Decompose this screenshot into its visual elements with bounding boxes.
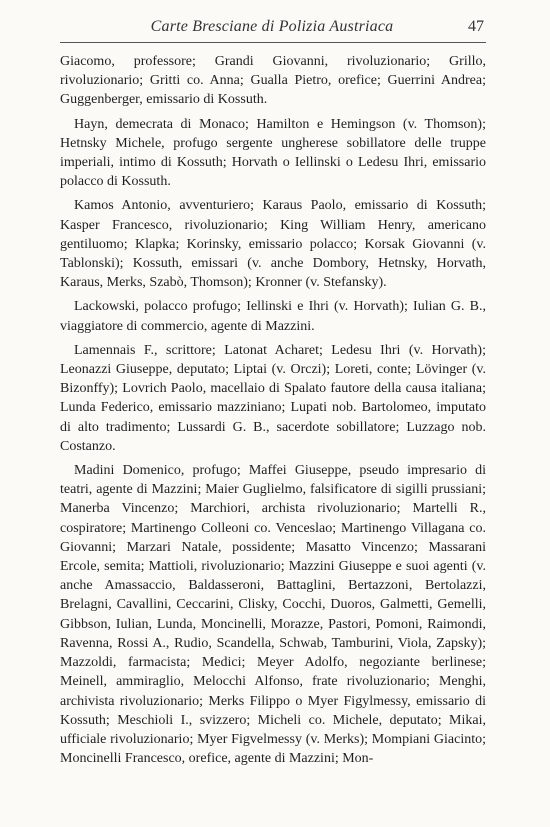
paragraph-l: Lamennais F., scrittore; Latonat Acharet; Ledesu Ihri (v. Horvath); Leonazzi Giuseppe, deputato; Liptai (v. Orczi); Loreti, conte; Lövinger (v. Bizonffy); Lovrich Paolo, macellaio di Spalato fautore della causa italiana; Lunda Federico, emissario mazziniano; Lupati nob. Bartolomeo, imputato di alto tradimento; Lussardi G. B., sacerdote sobillatore; Luzzago nob. Costanzo.	[60, 342, 486, 454]
paragraph-g: Giacomo, professore; Grandi Giovanni, rivoluzionario; Grillo, rivoluzionario; Gritti co. Anna; Gualla Pietro, orefice; Guerrini Andrea; Guggenberger, emissario di Kossuth.	[60, 54, 486, 108]
header-rule	[60, 42, 486, 43]
index-body	[60, 52, 486, 773]
running-title: Carte Bresciane di Polizia Austriaca	[150, 18, 394, 35]
paragraph-m: Madini Domenico, profugo; Maffei Giuseppe, pseudo impresario di teatri, agente di Mazzini; Maier Guglielmo, falsificatore di sigilli prussiani; Manerba Vincenzo; Marchiori, archista rivoluzionario; Martelli R., cospiratore; Martinengo Colleoni co. Venceslao; Martinengo Villagana co. Giovanni; Marzari Natale, possidente; Masatto Vincenzo; Massarani Ercole, semita; Mattioli, rivoluzionario; Mazzini Giuseppe e suoi agenti (v. anche Amassaccio, Baldasseroni, Battaglini, Bertazzoni, Bertolazzi, Brelagni, Cavallini, Ceccarini, Clisky, Cocchi, Duoros, Galmetti, Gemelli, Gibbson, Iulian, Lunda, Moncinelli, Morazze, Pastori, Pomoni, Raimondi, Ravenna, Rossi A., Rudio, Scandella, Schwab, Tamburini, Viola, Zapsky); Mazzoldi, farmacista; Medici; Meyer Adolfo, negoziante berlinese; Meinell, ammiraglio, Melocchi Alfonso, frate rivoluzionario; Menghi, archivista rivoluzionario; Merks Filippo o Myer Figylmessy, emissario di Kossuth; Meschioli I., svizzero; Micheli co. Michele, deputato; Mikai, ufficiale rivoluzionario; Myer Figvelmessy (v. Merks); Mompiani Giacinto; Moncinelli Francesco, orefice, agente di Mazzini; Mon-	[60, 463, 486, 767]
page-header	[60, 18, 484, 42]
paragraph-h: Hayn, demecrata di Monaco; Hamilton e Hemingson (v. Thomson); Hetnsky Michele, profugo sergente ungherese sobillatore delle truppe imperiali, intimo di Kossuth; Horvath o Iellinski o Ledesu Ihri, emissario polacco di Kossuth.	[60, 116, 486, 190]
paragraph-i: Lackowski, polacco profugo; Iellinski e Ihri (v. Horvath); Iulian G. B., viaggiatore di commercio, agente di Mazzini.	[60, 299, 486, 334]
paragraph-k: Kamos Antonio, avventuriero; Karaus Paolo, emissario di Kossuth; Kasper Francesco, rivoluzionario; King William Henry, americano gentiluomo; Klapka; Korinsky, emissario polacco; Korsak Giovanni (v. Tablonski); Kossuth, emissari (v. anche Dombory, Hetnsky, Horvath, Karaus, Merks, Szabò, Thomson); Kronner (v. Stefansky).	[60, 198, 486, 291]
page-number: 47	[468, 18, 484, 35]
